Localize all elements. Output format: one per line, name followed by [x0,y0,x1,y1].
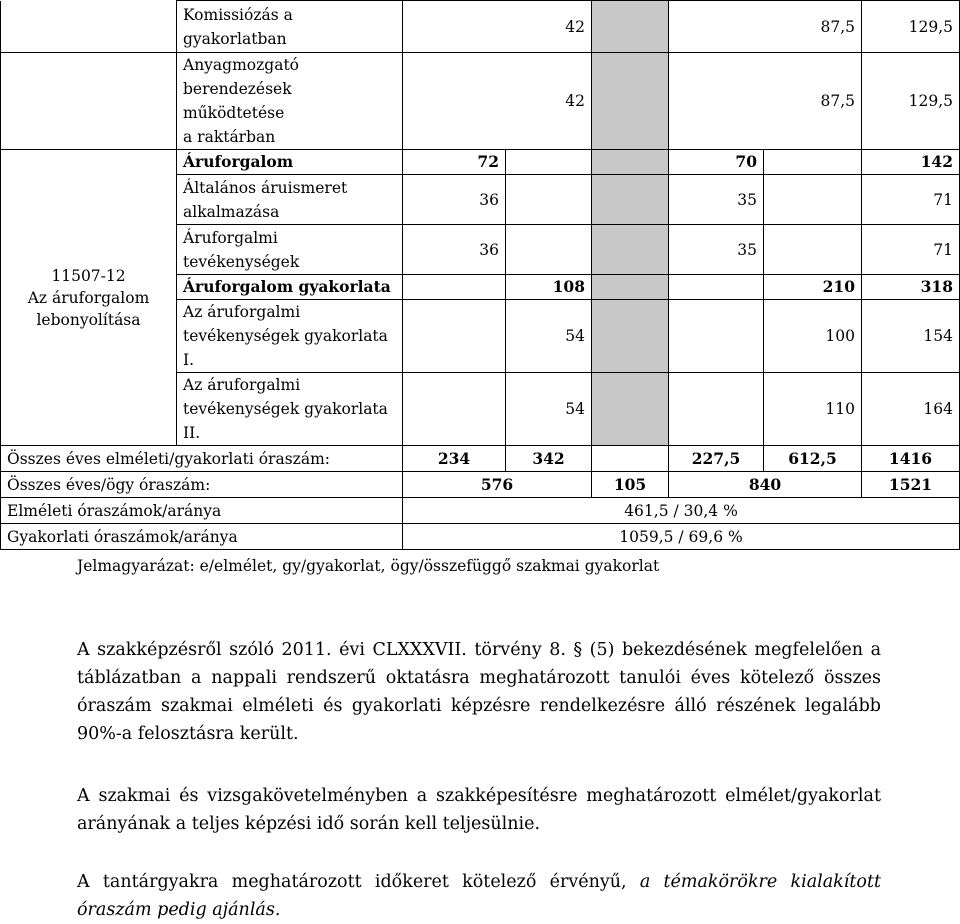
table-row: Komissiózás a gyakorlatban 42 87,5 129,5 [1,1,960,53]
row-label: Áruforgalmi tevékenységek [177,225,403,275]
note-paragraph-1: A szakképzésről szóló 2011. évi CLXXXVII. törvény 8. § (5) bekezdésének megfelelően a táblázatban a nappali rendszerű oktatásra meghatározott tanulói éves kötelező összes óraszám szakmai elméleti és gyakorlati képzésre rendelkezésre álló részének legalább 90%-a felosztásra került. [77,640,881,744]
row-label: Komissiózás a gyakorlatban [177,1,403,53]
theory-label: Elméleti óraszámok/aránya [1,498,403,524]
totals-label: Összes éves/ögy óraszám: [1,472,403,498]
table-row: Anyagmozgató berendezések működtetése a raktárban 42 87,5 129,5 [1,53,960,150]
row-label: Az áruforgalmi tevékenységek gyakorlata II. [177,373,403,446]
table-row-totals-ogy: Összes éves/ögy óraszám: 576 105 840 1521 [1,472,960,498]
table-row: Általános áruismeret alkalmazása 36 35 71 [1,175,960,225]
row-label: Áruforgalom [177,150,403,175]
note-paragraph-3: A tantárgyakra meghatározott időkeret kötelező érvényű, a témakörökre kialakított óraszám pedig ajánlás. [77,872,882,920]
table-row: 11507-12 Az áruforgalom lebonyolítása Áruforgalom 72 70 142 [1,150,960,175]
table-row: Áruforgalom gyakorlata 108 210 318 [1,275,960,300]
legend-text: Jelmagyarázat: e/elmélet, gy/gyakorlat, ögy/összefüggő szakmai gyakorlat [77,557,660,575]
note-paragraph-2: A szakmai és vizsgakövetelményben a szakképesítésre meghatározott elmélet/gyakorlat arányának a teljes képzési idő során kell teljesülnie. [77,786,881,834]
table-row: Az áruforgalmi tevékenységek gyakorlata II. 54 110 164 [1,373,960,446]
row-label: Áruforgalom gyakorlata [177,275,403,300]
row-label: Anyagmozgató berendezések működtetése a raktárban [177,53,403,150]
practice-label: Gyakorlati óraszámok/aránya [1,524,403,550]
totals-label: Összes éves elméleti/gyakorlati óraszám: [1,446,403,472]
table-row: Áruforgalmi tevékenységek 36 35 71 [1,225,960,275]
row-label: Az áruforgalmi tevékenységek gyakorlata I. [177,300,403,373]
row-label: Általános áruismeret alkalmazása [177,175,403,225]
table-row-practice-ratio: Gyakorlati óraszámok/aránya 1059,5 / 69,6 % [1,524,960,550]
module-name-cell: 11507-12 Az áruforgalom lebonyolítása [1,150,177,446]
table-row-theory-ratio: Elméleti óraszámok/aránya 461,5 / 30,4 % [1,498,960,524]
table-row: Az áruforgalmi tevékenységek gyakorlata I. 54 100 154 [1,300,960,373]
table-row-totals-annual: Összes éves elméleti/gyakorlati óraszám: 234 342 227,5 612,5 1416 [1,446,960,472]
